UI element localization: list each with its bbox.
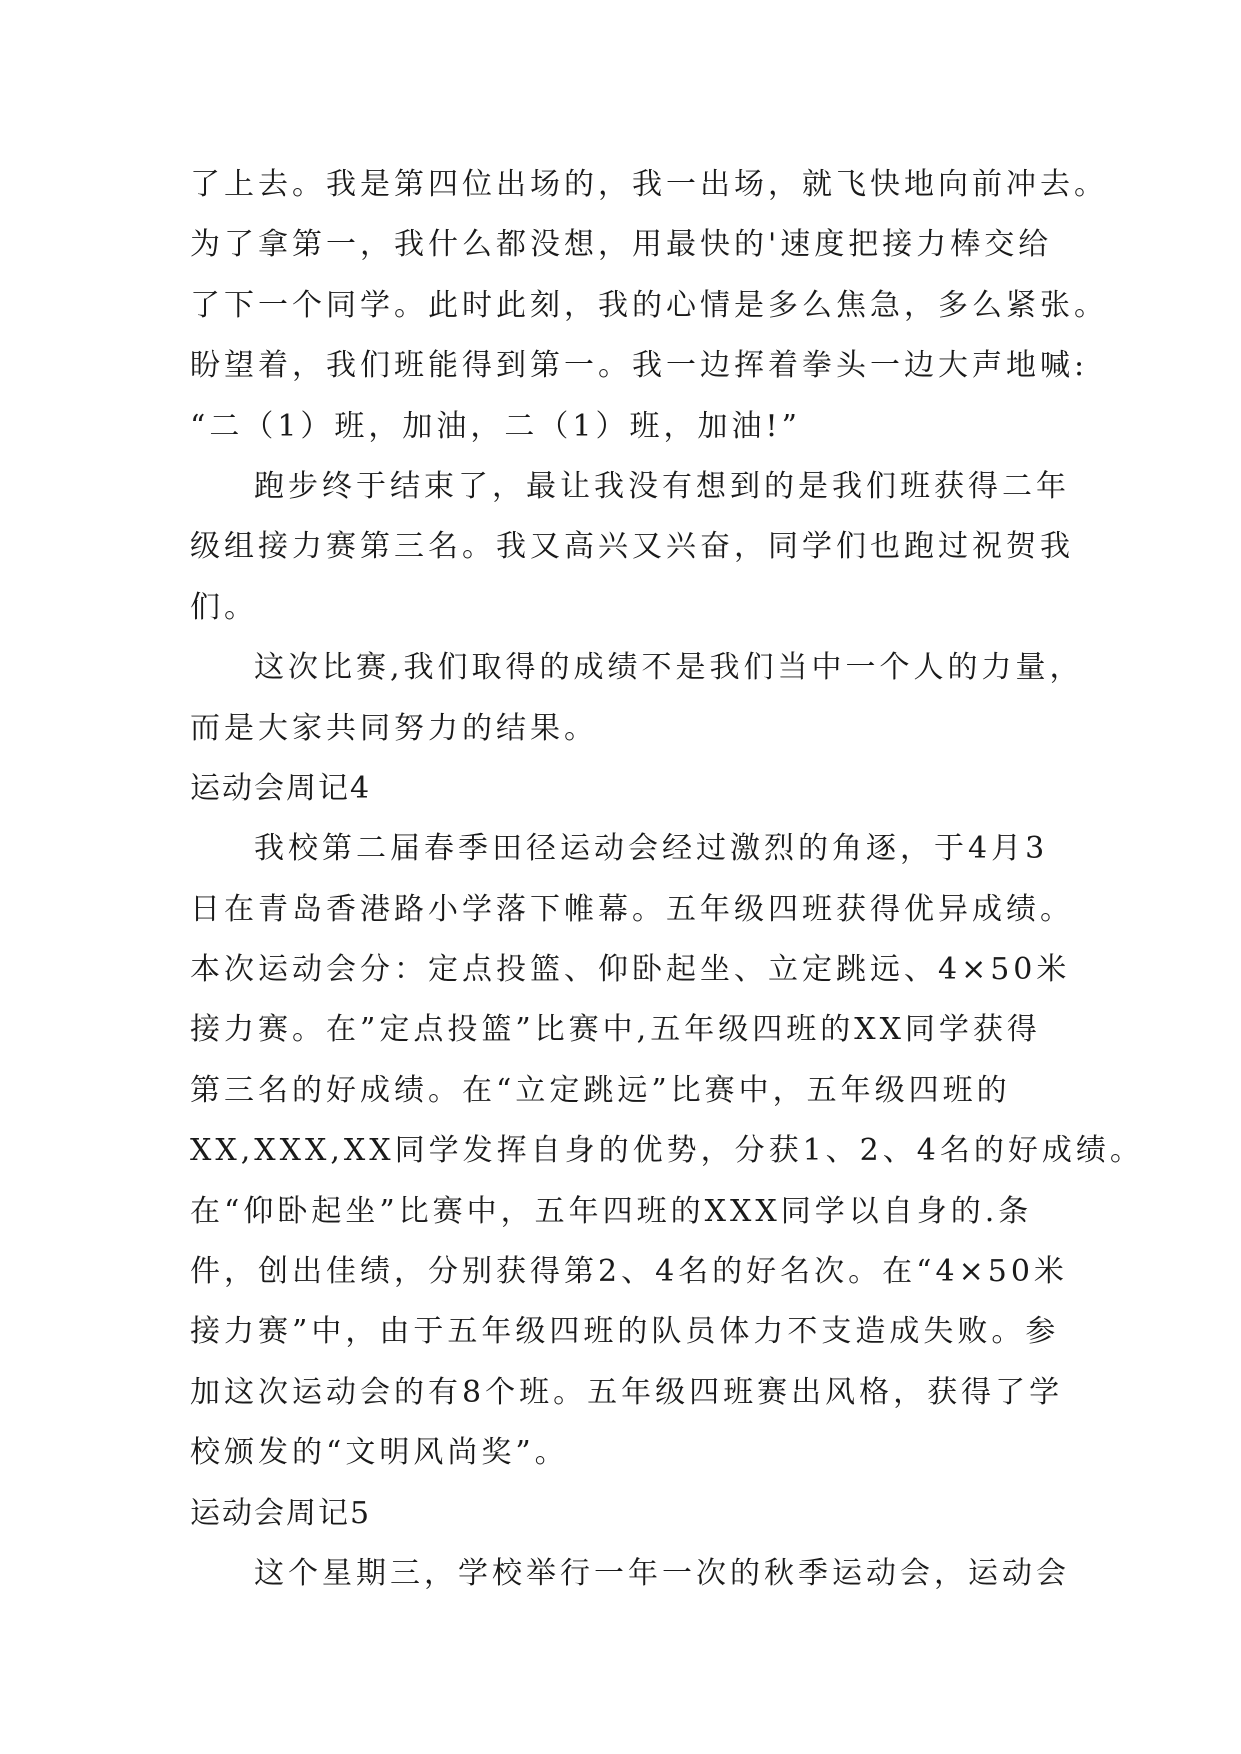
text-line: 第三名的好成绩。在“立定跳远”比赛中，五年级四班的 bbox=[190, 1072, 1011, 1108]
text-line: XX,XXX,XX同学发挥自身的优势，分获1、2、4名的好成绩。 bbox=[190, 1133, 1144, 1169]
text-line: 跑步终于结束了，最让我没有想到的是我们班获得二年 bbox=[254, 468, 1070, 504]
text-line: 而是大家共同努力的结果。 bbox=[190, 710, 598, 746]
text-line: 在“仰卧起坐”比赛中，五年四班的XXX同学以自身的.条 bbox=[190, 1193, 1033, 1229]
text-line: 级组接力赛第三名。我又高兴又兴奋，同学们也跑过祝贺我 bbox=[190, 529, 1074, 565]
text-line: 接力赛。在”定点投篮”比赛中,五年级四班的XX同学获得 bbox=[190, 1012, 1041, 1048]
text-line: 我校第二届春季田径运动会经过激烈的角逐，于4月3 bbox=[254, 831, 1049, 867]
text-line: 校颁发的“文明风尚奖”。 bbox=[190, 1435, 569, 1471]
section-heading: 运动会周记4 bbox=[190, 770, 372, 806]
text-line: “二（1）班，加油，二（1）班，加油!” bbox=[190, 408, 801, 444]
text-line: 盼望着，我们班能得到第一。我一边挥着拳头一边大声地喊: bbox=[190, 348, 1089, 384]
text-line: 这个星期三，学校举行一年一次的秋季运动会，运动会 bbox=[254, 1555, 1070, 1591]
text-line: 们。 bbox=[190, 589, 258, 625]
text-line: 件，创出佳绩，分别获得第2、4名的好名次。在“4×50米 bbox=[190, 1254, 1068, 1290]
document-body bbox=[190, 155, 1144, 1604]
section-heading: 运动会周记5 bbox=[190, 1495, 372, 1531]
text-line: 了下一个同学。此时此刻，我的心情是多么焦急，多么紧张。 bbox=[190, 287, 1108, 323]
text-line: 本次运动会分：定点投篮、仰卧起坐、立定跳远、4×50米 bbox=[190, 952, 1071, 988]
text-line: 这次比赛,我们取得的成绩不是我们当中一个人的力量， bbox=[254, 650, 1084, 686]
text-line: 为了拿第一，我什么都没想，用最快的'速度把接力棒交给 bbox=[190, 227, 1053, 263]
text-line: 接力赛”中，由于五年级四班的队员体力不支造成失败。参 bbox=[190, 1314, 1060, 1350]
text-line: 日在青岛香港路小学落下帷幕。五年级四班获得优异成绩。 bbox=[190, 891, 1074, 927]
text-line: 了上去。我是第四位出场的，我一出场，就飞快地向前冲去。 bbox=[190, 167, 1108, 202]
text-line: 加这次运动会的有8个班。五年级四班赛出风格，获得了学 bbox=[190, 1374, 1064, 1410]
